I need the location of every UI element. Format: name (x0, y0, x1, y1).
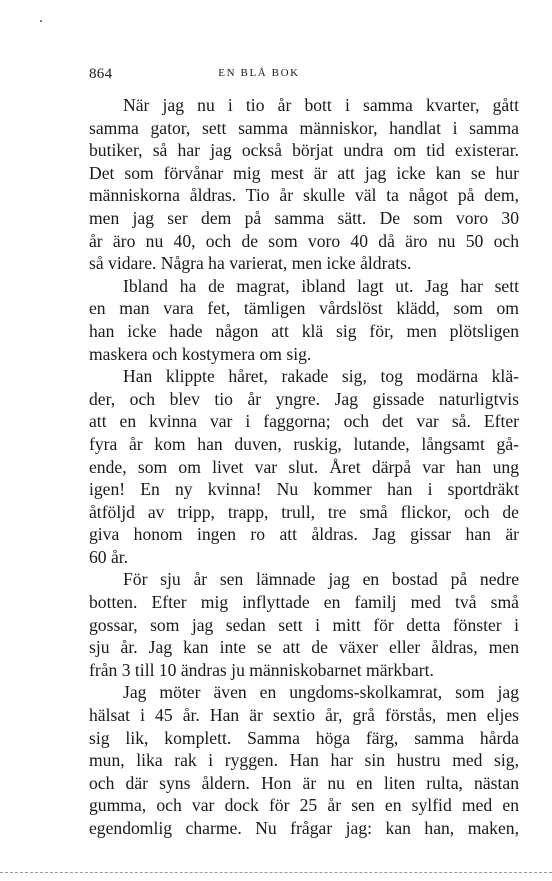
text-line: och där syns åldern. Hon är nu en liten rulta, nästan (89, 772, 519, 793)
text-line: igen! En ny kvinna! Nu kommer han i sportdräkt (89, 479, 519, 500)
text-line: giva honom ingen ro att åldras. Jag gissar han är (89, 524, 519, 545)
text-line: 60 år. (89, 546, 129, 567)
text-line: åtföljd av tripp, trapp, trull, tre små flickor, och de (89, 501, 519, 522)
text-line: hälsat i 45 år. Han är sextio år, grå förstås, men eljes (89, 705, 519, 726)
text-line: mun, lika rak i ryggen. Han har sin hustru med sig, (89, 750, 519, 771)
text-line: fyra år kom han duven, ruskig, lutande, långsamt gå- (89, 433, 519, 454)
paragraph (89, 365, 519, 568)
text-line: gumma, och var dock för 25 år sen en sylfid med en (89, 795, 519, 816)
text-line: han icke hade någon att klä sig för, men plötsligen (89, 320, 519, 341)
text-line: egendomlig charme. Nu frågar jag: kan han, maken, (89, 818, 519, 838)
text-line: När jag nu i tio år bott i samma kvarter, gått (123, 95, 519, 115)
page-header (89, 66, 519, 86)
text-line: samma gator, sett samma människor, handlat i samma (89, 117, 519, 138)
text-line: sig lik, komplett. Samma höga färg, samma hårda (89, 727, 519, 748)
text-line: så vidare. Några ha varierat, men icke åldrats. (89, 253, 412, 274)
paragraph (89, 681, 519, 839)
text-line: För sju år sen lämnade jag en bostad på nedre (123, 569, 519, 590)
page-number: 864 (89, 66, 113, 82)
text-line: år äro nu 40, och de som voro 40 då äro nu 50 och (89, 230, 519, 251)
text-line: människorna åldras. Tio år skulle väl ta något på dem, (89, 185, 519, 206)
text-line: botten. Efter mig inflyttade en familj med två små (89, 592, 519, 613)
body-text (89, 94, 519, 840)
text-line: maskera och kostymera om sig. (89, 343, 312, 364)
text-line: butiker, så har jag också börjat undra om tid existerar. (89, 140, 519, 161)
text-line: sju år. Jag kan inte se att de växer eller åldras, men (89, 637, 519, 658)
text-line: Han klippte håret, rakade sig, tog modärna klä- (123, 366, 519, 387)
page-bottom-edge (0, 872, 552, 874)
text-line: Ibland ha de magrat, ibland lagt ut. Jag har sett (123, 275, 519, 296)
paragraph (89, 275, 519, 365)
text-line: gossar, som jag sedan sett i mitt för detta fönster i (89, 614, 519, 635)
running-title: EN BLÅ BOK (218, 67, 300, 79)
text-line: der, och blev tio år yngre. Jag gissade naturligtvis (89, 388, 519, 409)
paragraph (89, 94, 519, 275)
text-line: men jag ser dem på samma sätt. De som voro 30 (89, 207, 519, 228)
paragraph (89, 568, 519, 681)
text-line: ende, som om livet var slut. Året därpå var han ung (89, 456, 519, 477)
page-speck (40, 20, 42, 22)
text-line: att en kvinna var i faggorna; och det var så. Efter (89, 411, 519, 432)
text-line: Det som förvånar mig mest är att jag icke kan se hur (89, 162, 519, 183)
text-line: Jag möter även en ungdoms-skolkamrat, som jag (123, 682, 519, 703)
text-line: från 3 till 10 ändras ju människobarnet märkbart. (89, 659, 434, 680)
text-line: en man vara fet, tämligen vårdslöst klädd, som om (89, 298, 519, 319)
